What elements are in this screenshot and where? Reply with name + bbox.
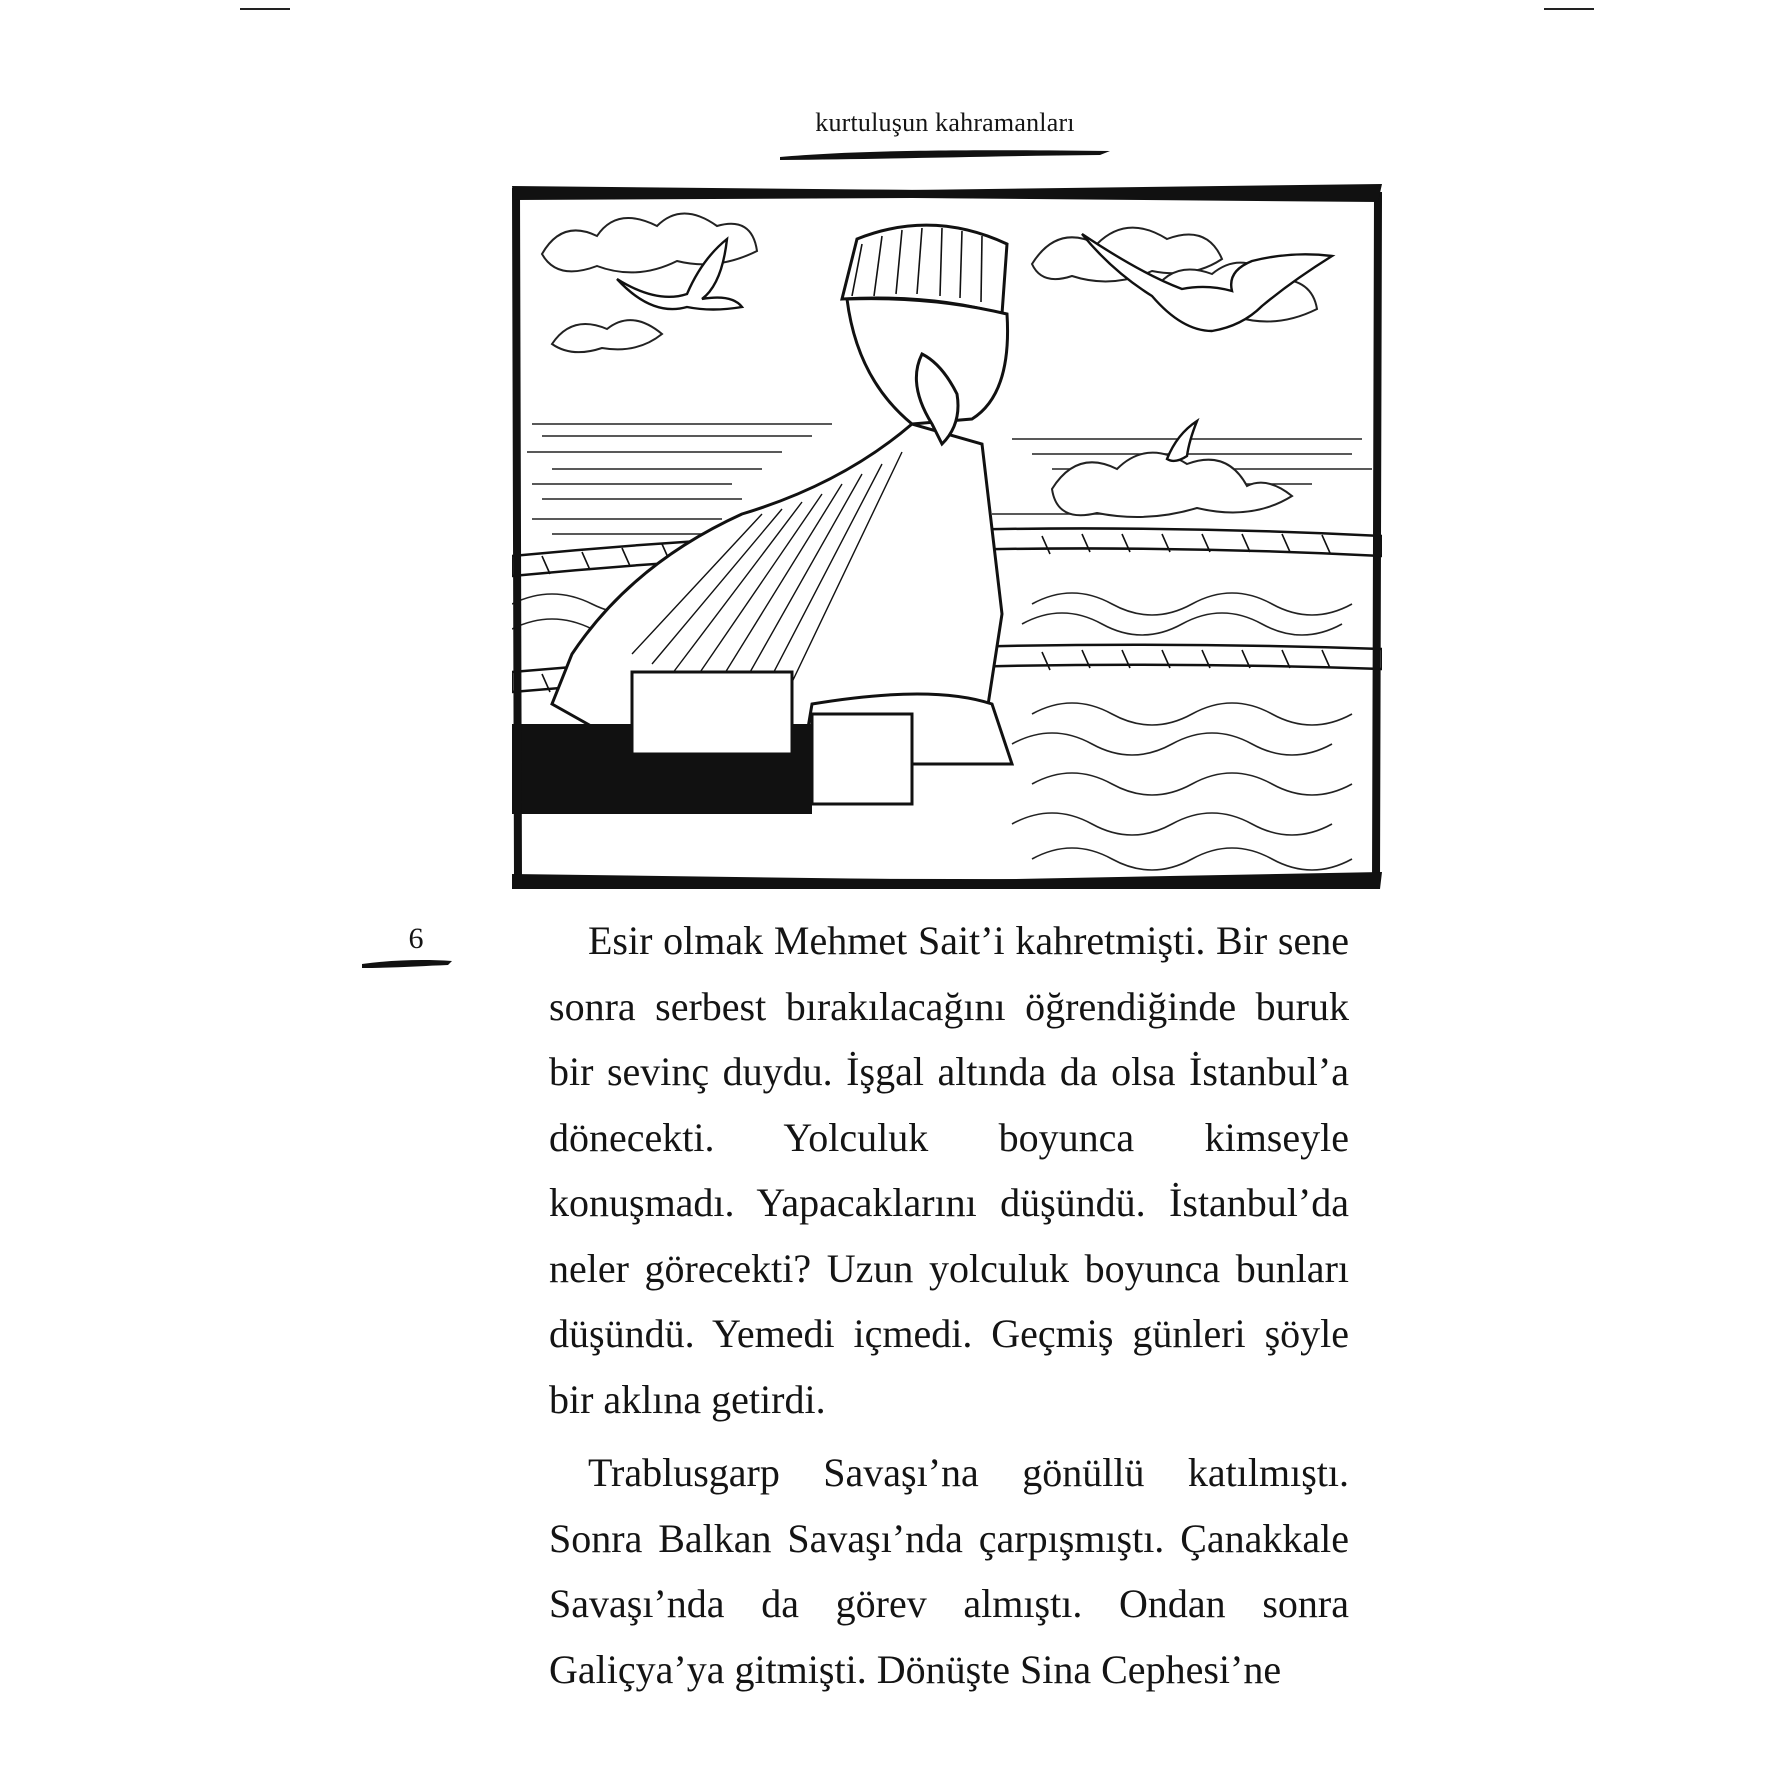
crate — [812, 714, 912, 804]
page-number: 6 — [408, 922, 424, 955]
paragraph-2: Trablusgarp Savaşı’na gönüllü katılmıştı. Sonra Balkan Savaşı’nda çarpışmıştı. Çanakkale Savaşı’nda da görev almıştı. Ondan sonra Galiçya’ya gitmişti. Dönüşte Sina Cephesi’ne — [549, 1450, 1349, 1692]
running-title: kurtuluşun kahramanları — [815, 108, 1075, 137]
brush-stroke-under-page-number — [362, 958, 452, 972]
illustration-soldier-on-ship — [512, 184, 1382, 889]
crop-mark-left — [240, 8, 290, 10]
box — [632, 672, 792, 754]
paragraph-1: Esir olmak Mehmet Sait’i kahretmişti. Bir sene sonra serbest bırakılacağını öğrendiğinde buruk bir sevinç duydu. İşgal altında da olsa İstanbul’a dönecekti. Yolculuk boyunca kimseyle konuşmadı. Yapacaklarını düşündü. İstanbul’da neler görecekti? Uzun yolculuk boyunca bunları düşündü. Yemedi içmedi. Geçmiş günleri şöyle bir aklına getirdi. — [549, 918, 1349, 1422]
crop-mark-right — [1544, 8, 1594, 10]
brush-stroke-under-title — [780, 147, 1110, 163]
body-text — [549, 908, 1349, 1702]
